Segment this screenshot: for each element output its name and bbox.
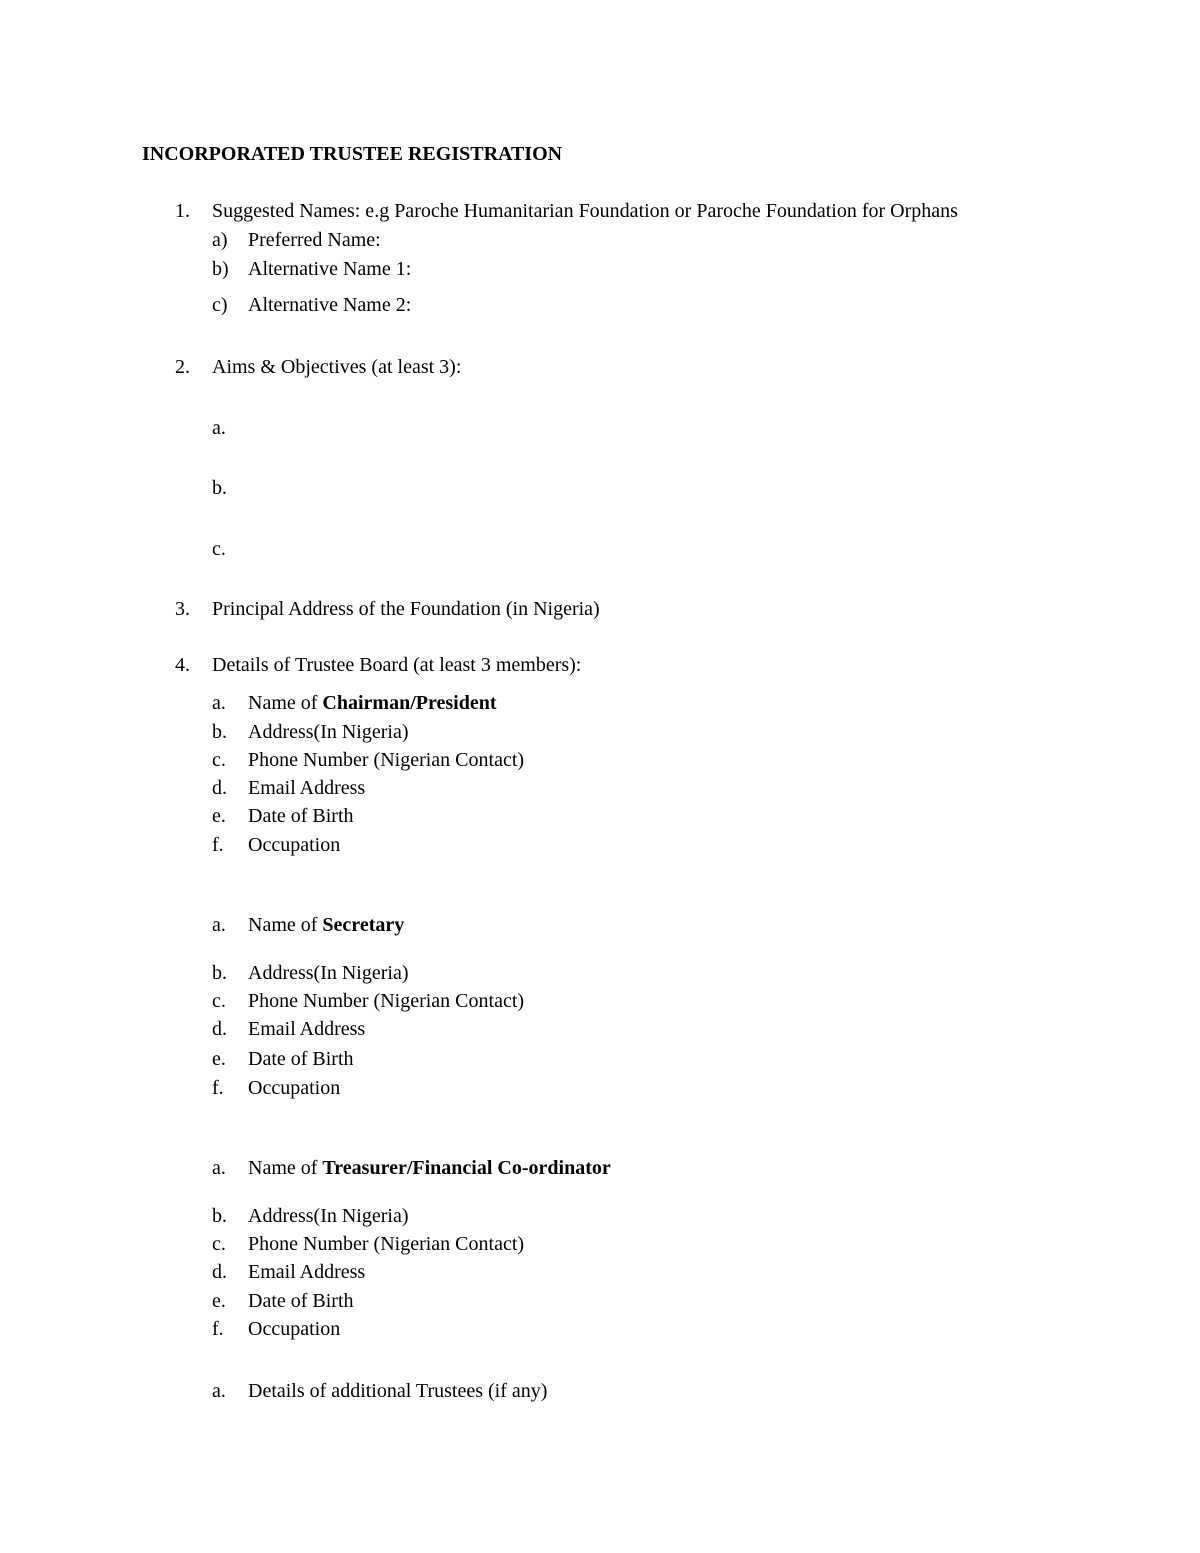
section-number: 2. <box>175 356 190 378</box>
email-label: Email Address <box>248 777 366 799</box>
occupation-label: Occupation <box>248 1077 341 1099</box>
dob-label: Date of Birth <box>248 1048 354 1070</box>
list-marker: b. <box>212 477 227 499</box>
chairman-role: Chairman/President <box>322 692 497 714</box>
name-prefix: Name of <box>248 914 323 936</box>
section-label: Details of Trustee Board (at least 3 members): <box>212 654 582 676</box>
list-marker: a. <box>212 692 226 714</box>
name-label <box>248 913 404 937</box>
additional-trustees-label: Details of additional Trustees (if any) <box>248 1380 548 1402</box>
address-label: Address(In Nigeria) <box>248 962 409 984</box>
alternative-name-2-label: Alternative Name 2: <box>248 294 412 316</box>
list-marker: e. <box>212 1290 226 1312</box>
section-number: 4. <box>175 654 190 676</box>
section-number: 1. <box>175 200 190 222</box>
list-marker: a. <box>212 1380 226 1402</box>
dob-label: Date of Birth <box>248 1290 354 1312</box>
name-label <box>248 1156 611 1180</box>
treasurer-role: Treasurer/Financial Co-ordinator <box>322 1157 611 1179</box>
list-marker: e. <box>212 805 226 827</box>
section-label: Principal Address of the Foundation (in Nigeria) <box>212 598 600 620</box>
list-marker: f. <box>212 1077 224 1099</box>
address-label: Address(In Nigeria) <box>248 1205 409 1227</box>
list-marker: b. <box>212 721 227 743</box>
document-title: INCORPORATED TRUSTEE REGISTRATION <box>142 143 563 165</box>
list-marker: a. <box>212 1157 226 1179</box>
list-marker: d. <box>212 1018 227 1040</box>
list-marker: d. <box>212 1261 227 1283</box>
occupation-label: Occupation <box>248 834 341 856</box>
list-marker: a. <box>212 914 226 936</box>
dob-label: Date of Birth <box>248 805 354 827</box>
email-label: Email Address <box>248 1018 366 1040</box>
phone-label: Phone Number (Nigerian Contact) <box>248 990 525 1012</box>
list-marker: b. <box>212 1205 227 1227</box>
phone-label: Phone Number (Nigerian Contact) <box>248 749 525 771</box>
list-marker: a. <box>212 417 226 439</box>
list-marker: c. <box>212 538 226 560</box>
list-marker: b. <box>212 962 227 984</box>
section-number: 3. <box>175 598 190 620</box>
occupation-label: Occupation <box>248 1318 341 1340</box>
list-marker: c. <box>212 990 226 1012</box>
list-marker: c) <box>212 294 228 316</box>
section-label: Aims & Objectives (at least 3): <box>212 356 462 378</box>
preferred-name-label: Preferred Name: <box>248 229 381 251</box>
name-prefix: Name of <box>248 1157 323 1179</box>
address-label: Address(In Nigeria) <box>248 721 409 743</box>
name-label <box>248 691 497 715</box>
list-marker: f. <box>212 834 224 856</box>
phone-label: Phone Number (Nigerian Contact) <box>248 1233 525 1255</box>
secretary-role: Secretary <box>322 914 405 936</box>
list-marker: c. <box>212 1233 226 1255</box>
section-label: Suggested Names: e.g Paroche Humanitarian Foundation or Paroche Foundation for Orphans <box>212 200 958 222</box>
list-marker: b) <box>212 258 229 280</box>
name-prefix: Name of <box>248 692 323 714</box>
alternative-name-1-label: Alternative Name 1: <box>248 258 412 280</box>
list-marker: d. <box>212 777 227 799</box>
list-marker: c. <box>212 749 226 771</box>
email-label: Email Address <box>248 1261 366 1283</box>
list-marker: e. <box>212 1048 226 1070</box>
list-marker: f. <box>212 1318 224 1340</box>
list-marker: a) <box>212 229 228 251</box>
